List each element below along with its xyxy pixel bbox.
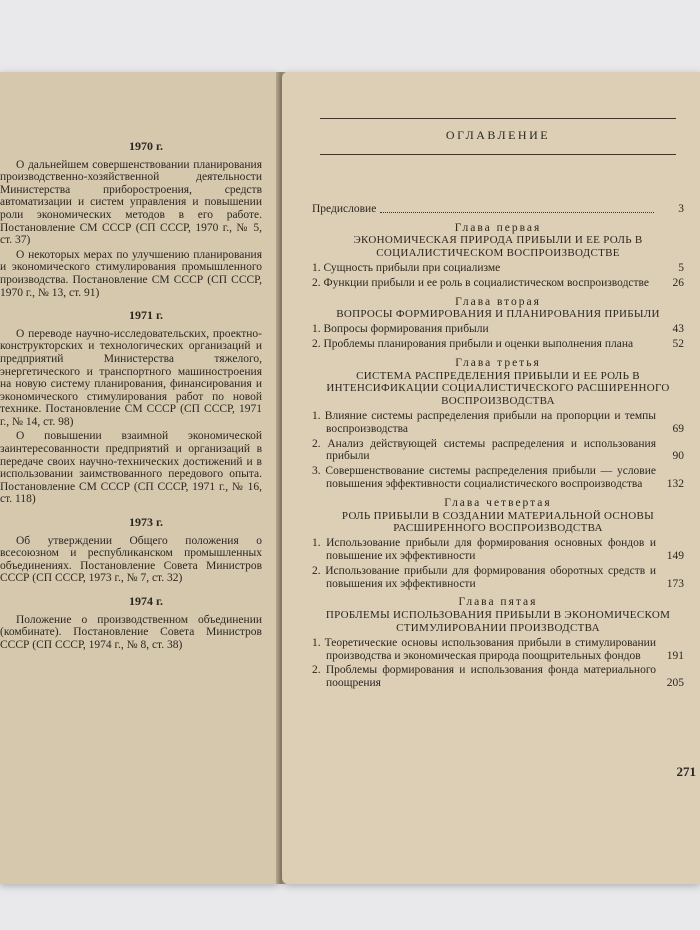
- toc-item-label: 2. Функции прибыли и ее роль в социалистическом воспроизводстве: [312, 276, 650, 289]
- toc-item-label: 1. Вопросы формирования прибыли: [312, 323, 489, 336]
- document-entry: О повышении взаимной экономической заинтересованности предприятий и организаций в передаче своих научно-технических достижений и в использовании заимствованного передового опыта. Постановление СМ СССР (СП СССР, 1971 г., № 16, ст. 118): [0, 430, 262, 506]
- toc-item-label: 2. Проблемы формирования и использования фонда материального поощрения: [312, 664, 656, 690]
- toc-item: [312, 537, 684, 563]
- right-page: [282, 72, 700, 884]
- toc-item: [312, 277, 684, 290]
- chapter-heading: Глава первая: [454, 221, 542, 234]
- divider: [320, 154, 676, 155]
- table-of-contents: [312, 118, 684, 690]
- toc-preface-label: Предисловие: [312, 202, 377, 215]
- toc-item-label: 2. Анализ действующей системы распределения и использования прибыли: [312, 437, 656, 463]
- chapter-title: РОЛЬ ПРИБЫЛИ В СОЗДАНИИ МАТЕРИАЛЬНОЙ ОСНОВЫ РАСШИРЕННОГО ВОСПРОИЗВОДСТВА: [341, 509, 655, 535]
- toc-page-number: 69: [672, 422, 684, 435]
- left-page-content: [0, 130, 262, 653]
- toc-page-number: 52: [672, 337, 684, 350]
- toc-page-number: 149: [666, 549, 684, 562]
- toc-item: [312, 410, 684, 436]
- chapter-heading: Глава пятая: [458, 596, 538, 609]
- toc-item-label: 1. Влияние системы распределения прибыли на пропорции и темпы воспроизводства: [312, 409, 656, 435]
- toc-page-number: 43: [672, 323, 684, 336]
- toc-page-number: 3: [678, 202, 684, 215]
- leader-dots: [380, 212, 654, 213]
- toc-item: [312, 465, 684, 491]
- toc-item: [312, 664, 684, 690]
- year-heading: 1971 г.: [128, 308, 164, 323]
- toc-item: [312, 637, 684, 663]
- toc-item: [312, 338, 684, 351]
- toc-page-number: 173: [666, 577, 684, 590]
- toc-item-label: 3. Совершенствование системы распределения прибыли — условие повышения эффективности социалистического воспроизводства: [312, 465, 656, 490]
- document-entry: О переводе научно-исследовательских, проектно-конструкторских и технологических организаций и предприятий Министерства тяжелого, энергетического и транспортного машиностроения на новую систему планирования, финансирования и экономического стимулирования работ по новой технике. Постановление СМ СССР (СП СССР, 1971 г., № 14, ст. 98): [0, 327, 262, 428]
- toc-page-number: 5: [678, 261, 684, 274]
- year-heading: 1973 г.: [128, 515, 164, 530]
- document-entry: Положение о производственном объединении (комбинате). Постановление Совета Министров СССР (СП СССР, 1974 г., № 8, ст. 38): [0, 613, 262, 651]
- chapter-heading: Глава вторая: [455, 295, 541, 308]
- page-number: 271: [676, 764, 696, 779]
- toc-item-label: 2. Использование прибыли для формирования оборотных средств и повышения их эффективности: [312, 564, 656, 590]
- document-entry: О дальнейшем совершенствовании планирования производственно-хозяйственной деятельности Министерства приборостроения, средств автоматизации и систем управления и повышении роли экономических методов в его работе. Постановление СМ СССР (СП СССР, 1970 г., № 5, ст. 37): [0, 158, 262, 247]
- toc-item-label: 2. Проблемы планирования прибыли и оценки выполнения плана: [312, 337, 634, 350]
- chapter-heading: Глава третья: [455, 356, 541, 369]
- left-page: [0, 72, 280, 884]
- toc-preface-row: [312, 203, 684, 216]
- toc-item: [312, 438, 684, 464]
- toc-item: [312, 565, 684, 591]
- toc-page-number: 132: [666, 477, 684, 490]
- chapter-title: СИСТЕМА РАСПРЕДЕЛЕНИЯ ПРИБЫЛИ И ЕЕ РОЛЬ В ИНТЕНСИФИКАЦИИ СОЦИАЛИСТИЧЕСКОГО РАСШИРЕННОГО ВОСПРОИЗВОДСТВА: [326, 369, 670, 408]
- document-entry: Об утверждении Общего положения о всесоюзном и республиканском промышленных объединениях. Постановление Совета Министров СССР (СП СССР, 1973 г., № 7, ст. 32): [0, 534, 262, 585]
- chapter-heading: Глава четвертая: [444, 496, 552, 509]
- toc-item-label: 1. Использование прибыли для формирования основных фондов и повышение их эффективности: [312, 537, 656, 562]
- chapter-title: ВОПРОСЫ ФОРМИРОВАНИЯ И ПЛАНИРОВАНИЯ ПРИБЫЛИ: [336, 308, 660, 321]
- toc-page-number: 205: [666, 677, 684, 690]
- chapter-title: ЭКОНОМИЧЕСКАЯ ПРИРОДА ПРИБЫЛИ И ЕЕ РОЛЬ В СОЦИАЛИСТИЧЕСКОМ ВОСПРОИЗВОДСТВЕ: [353, 234, 643, 260]
- year-heading: 1974 г.: [128, 594, 164, 608]
- toc-title: ОГЛАВЛЕНИЕ: [445, 128, 551, 142]
- toc-page-number: 191: [666, 649, 684, 662]
- toc-item-label: 1. Сущность прибыли при социализме: [312, 261, 501, 274]
- chapter-title: ПРОБЛЕМЫ ИСПОЛЬЗОВАНИЯ ПРИБЫЛИ В ЭКОНОМИЧЕСКОМ СТИМУЛИРОВАНИИ ПРОИЗВОДСТВА: [325, 609, 671, 634]
- toc-page-number: 26: [672, 276, 684, 289]
- toc-item: [312, 323, 684, 336]
- toc-page-number: 90: [672, 450, 684, 463]
- year-heading: 1970 г.: [128, 139, 164, 153]
- toc-item-label: 1. Теоретические основы использования прибыли в стимулировании производства и экономическая природа поощрительных фондов: [312, 636, 656, 662]
- toc-item: [312, 262, 684, 275]
- document-entry: О некоторых мерах по улучшению планирования и экономического стимулирования промышленного производства. Постановление СМ СССР (СП СССР, 1970 г., № 13, ст. 91): [0, 248, 262, 299]
